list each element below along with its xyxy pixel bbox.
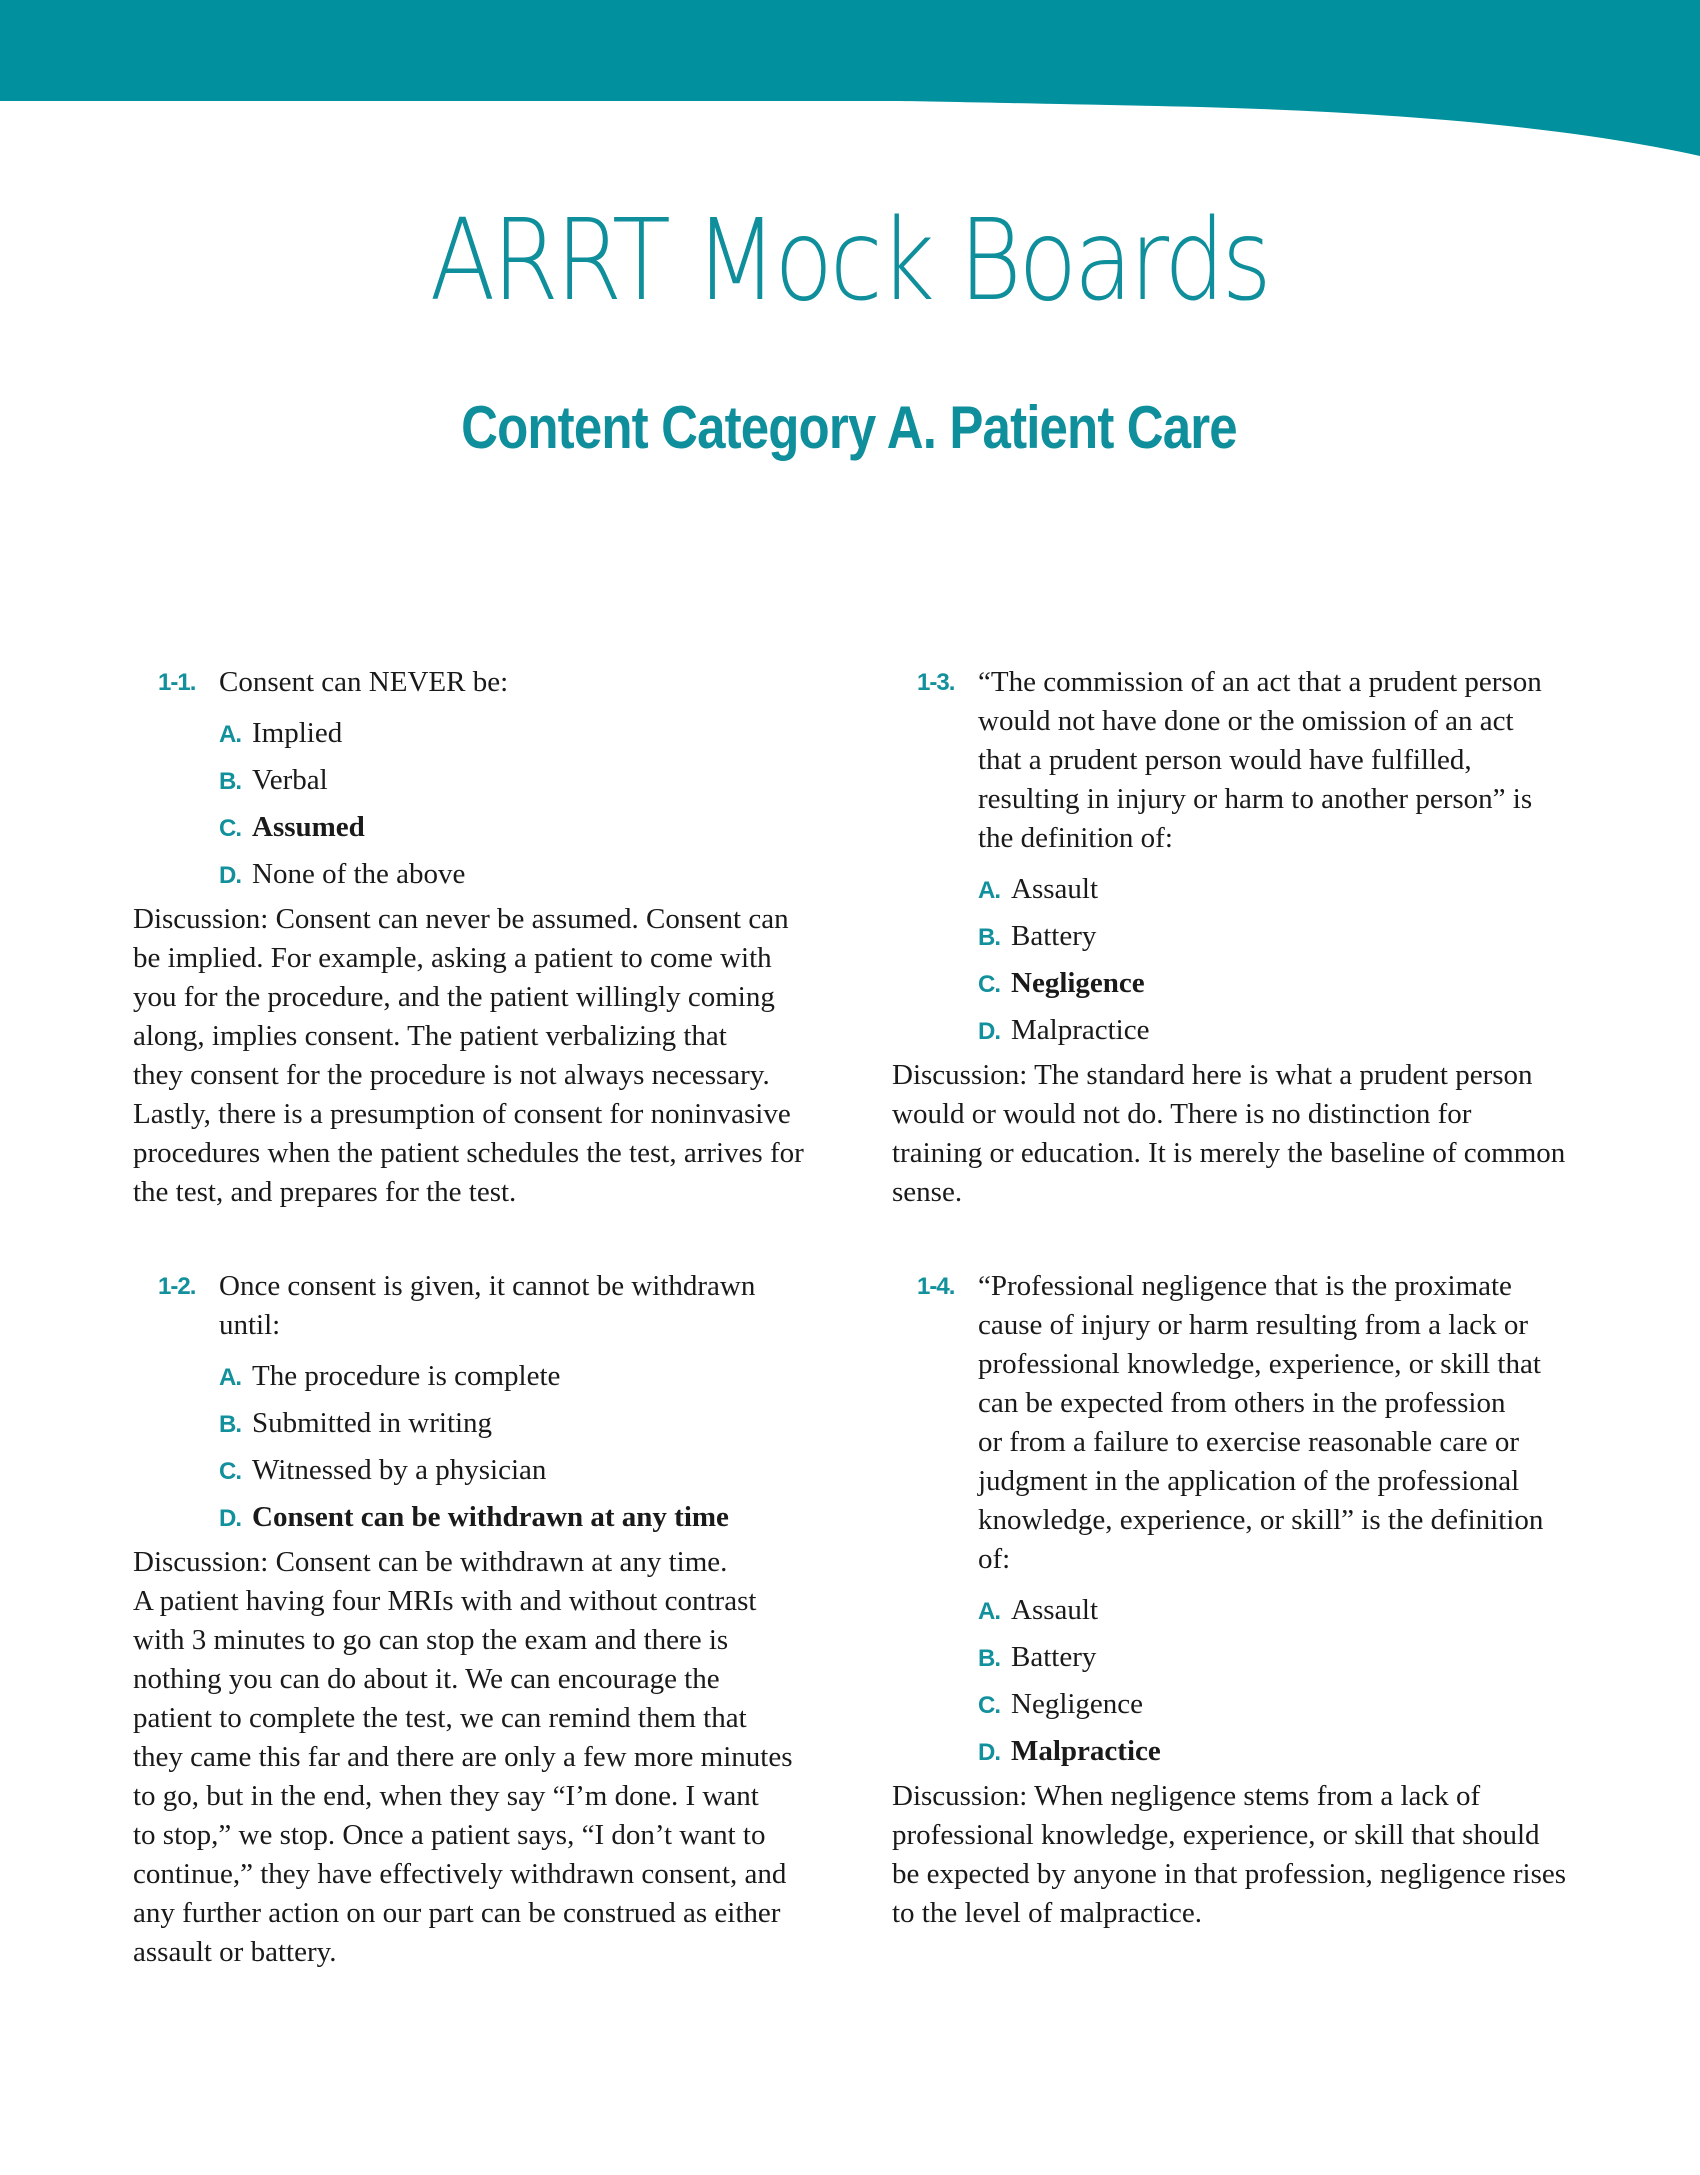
question-1-1 xyxy=(133,663,849,1212)
discussion-line: be expected by anyone in that profession, negligence rises xyxy=(892,1858,1567,1890)
option-text: Assault xyxy=(1011,873,1098,905)
discussion-line: to go, but in the end, when they say “I’m done. I want xyxy=(133,1780,759,1812)
option-b xyxy=(978,913,1608,960)
option-a xyxy=(219,710,849,757)
option-text: None of the above xyxy=(252,858,466,890)
option-letter: A. xyxy=(219,1364,241,1391)
option-letter: D. xyxy=(219,1505,241,1532)
discussion-line: professional knowledge, experience, or skill that should xyxy=(892,1819,1540,1851)
discussion-line: continue,” they have effectively withdrawn consent, and xyxy=(133,1858,787,1890)
header-wave-band xyxy=(0,0,1700,170)
option-text: Submitted in writing xyxy=(252,1407,493,1439)
question-text-line: resulting in injury or harm to another person” is xyxy=(978,783,1533,815)
question-number: 1-1. xyxy=(158,669,196,696)
question-text-line: that a prudent person would have fulfilled, xyxy=(978,744,1472,776)
option-letter: B. xyxy=(219,1411,241,1438)
question-text-line: would not have done or the omission of an act xyxy=(978,705,1514,737)
discussion-line: Discussion: Consent can be withdrawn at any time. xyxy=(133,1546,728,1578)
option-text: Battery xyxy=(1011,1641,1097,1673)
discussion-line: you for the procedure, and the patient willingly coming xyxy=(133,981,775,1013)
question-stem xyxy=(133,1267,849,1345)
question-1-4 xyxy=(892,1267,1608,1933)
option-text: Witnessed by a physician xyxy=(252,1454,547,1486)
option-text: Verbal xyxy=(252,764,328,796)
option-text-correct: Consent can be withdrawn at any time xyxy=(252,1501,729,1533)
question-stem xyxy=(892,1267,1608,1579)
option-b xyxy=(219,757,849,804)
option-c xyxy=(219,1447,849,1494)
option-letter: B. xyxy=(219,768,241,795)
option-a xyxy=(978,1587,1608,1634)
discussion xyxy=(892,1056,1608,1212)
question-text-line: of: xyxy=(978,1543,1011,1575)
discussion-line: sense. xyxy=(892,1176,963,1208)
option-text: Negligence xyxy=(1011,1688,1144,1720)
discussion-line: be implied. For example, asking a patient to come with xyxy=(133,942,772,974)
discussion-line: they came this far and there are only a few more minutes xyxy=(133,1741,793,1773)
discussion-line: Lastly, there is a presumption of consent for noninvasive xyxy=(133,1098,791,1130)
section-subtitle: Content Category A. Patient Care xyxy=(461,394,1237,461)
question-text-line: can be expected from others in the profession xyxy=(978,1387,1506,1419)
discussion-line: procedures when the patient schedules the test, arrives for xyxy=(133,1137,804,1169)
discussion-line: to the level of malpractice. xyxy=(892,1897,1202,1929)
option-b xyxy=(978,1634,1608,1681)
option-b xyxy=(219,1400,849,1447)
question-stem xyxy=(892,663,1608,858)
option-d xyxy=(219,851,849,898)
option-text-correct: Assumed xyxy=(252,811,365,843)
question-text-line: until: xyxy=(219,1309,281,1341)
answer-options xyxy=(133,1353,849,1541)
question-number: 1-2. xyxy=(158,1273,196,1300)
question-text-line: “Professional negligence that is the proximate xyxy=(978,1270,1512,1302)
answer-options xyxy=(133,710,849,898)
discussion-line: patient to complete the test, we can remind them that xyxy=(133,1702,747,1734)
option-letter: C. xyxy=(219,815,241,842)
discussion xyxy=(133,1543,849,1972)
discussion xyxy=(892,1777,1608,1933)
option-c xyxy=(978,1681,1608,1728)
option-letter: D. xyxy=(219,862,241,889)
answer-options xyxy=(892,866,1608,1054)
option-text: Malpractice xyxy=(1011,1014,1150,1046)
question-text-line: “The commission of an act that a prudent person xyxy=(978,666,1542,698)
option-text-correct: Malpractice xyxy=(1011,1735,1161,1767)
discussion-line: would or would not do. There is no distinction for xyxy=(892,1098,1472,1130)
question-number: 1-3. xyxy=(917,669,955,696)
question-text-line: professional knowledge, experience, or skill that xyxy=(978,1348,1541,1380)
option-text: Assault xyxy=(1011,1594,1098,1626)
discussion-line: with 3 minutes to go can stop the exam and there is xyxy=(133,1624,729,1656)
option-text: The procedure is complete xyxy=(252,1360,561,1392)
option-text: Implied xyxy=(252,717,343,749)
question-text-line: knowledge, experience, or skill” is the definition xyxy=(978,1504,1544,1536)
option-letter: A. xyxy=(219,721,241,748)
option-letter: A. xyxy=(978,877,1000,904)
option-d-correct xyxy=(978,1728,1608,1775)
discussion-line: Discussion: The standard here is what a prudent person xyxy=(892,1059,1533,1091)
answer-options xyxy=(892,1587,1608,1775)
discussion-line: to stop,” we stop. Once a patient says, “I don’t want to xyxy=(133,1819,766,1851)
option-letter: A. xyxy=(978,1598,1000,1625)
discussion-line: nothing you can do about it. We can encourage the xyxy=(133,1663,720,1695)
discussion-line: the test, and prepares for the test. xyxy=(133,1176,517,1208)
option-c-correct xyxy=(219,804,849,851)
question-text-line: Consent can NEVER be: xyxy=(219,666,509,698)
option-letter: B. xyxy=(978,924,1000,951)
discussion-line: Discussion: Consent can never be assumed. Consent can xyxy=(133,903,789,935)
option-c-correct xyxy=(978,960,1608,1007)
question-stem xyxy=(133,663,849,702)
option-text-correct: Negligence xyxy=(1011,967,1145,999)
discussion-line: Discussion: When negligence stems from a lack of xyxy=(892,1780,1481,1812)
page-title: ARRT Mock Boards xyxy=(429,196,1269,326)
question-text-line: Once consent is given, it cannot be withdrawn xyxy=(219,1270,756,1302)
option-letter: D. xyxy=(978,1739,1000,1766)
question-number: 1-4. xyxy=(917,1273,955,1300)
option-a xyxy=(978,866,1608,913)
option-letter: C. xyxy=(978,1692,1000,1719)
discussion-line: assault or battery. xyxy=(133,1936,337,1968)
option-letter: B. xyxy=(978,1645,1000,1672)
option-text: Battery xyxy=(1011,920,1097,952)
option-letter: C. xyxy=(219,1458,241,1485)
option-a xyxy=(219,1353,849,1400)
option-d xyxy=(978,1007,1608,1054)
discussion-line: training or education. It is merely the baseline of common xyxy=(892,1137,1566,1169)
discussion-line: A patient having four MRIs with and without contrast xyxy=(133,1585,757,1617)
option-letter: D. xyxy=(978,1018,1000,1045)
question-text-line: judgment in the application of the professional xyxy=(978,1465,1520,1497)
question-text-line: or from a failure to exercise reasonable care or xyxy=(978,1426,1520,1458)
discussion-line: they consent for the procedure is not always necessary. xyxy=(133,1059,770,1091)
question-text-line: the definition of: xyxy=(978,822,1173,854)
option-letter: C. xyxy=(978,971,1000,998)
question-1-3 xyxy=(892,663,1608,1212)
discussion-line: along, implies consent. The patient verbalizing that xyxy=(133,1020,727,1052)
question-1-2 xyxy=(133,1267,849,1972)
discussion-line: any further action on our part can be construed as either xyxy=(133,1897,781,1929)
discussion xyxy=(133,900,849,1212)
option-d-correct xyxy=(219,1494,849,1541)
question-text-line: cause of injury or harm resulting from a lack or xyxy=(978,1309,1529,1341)
